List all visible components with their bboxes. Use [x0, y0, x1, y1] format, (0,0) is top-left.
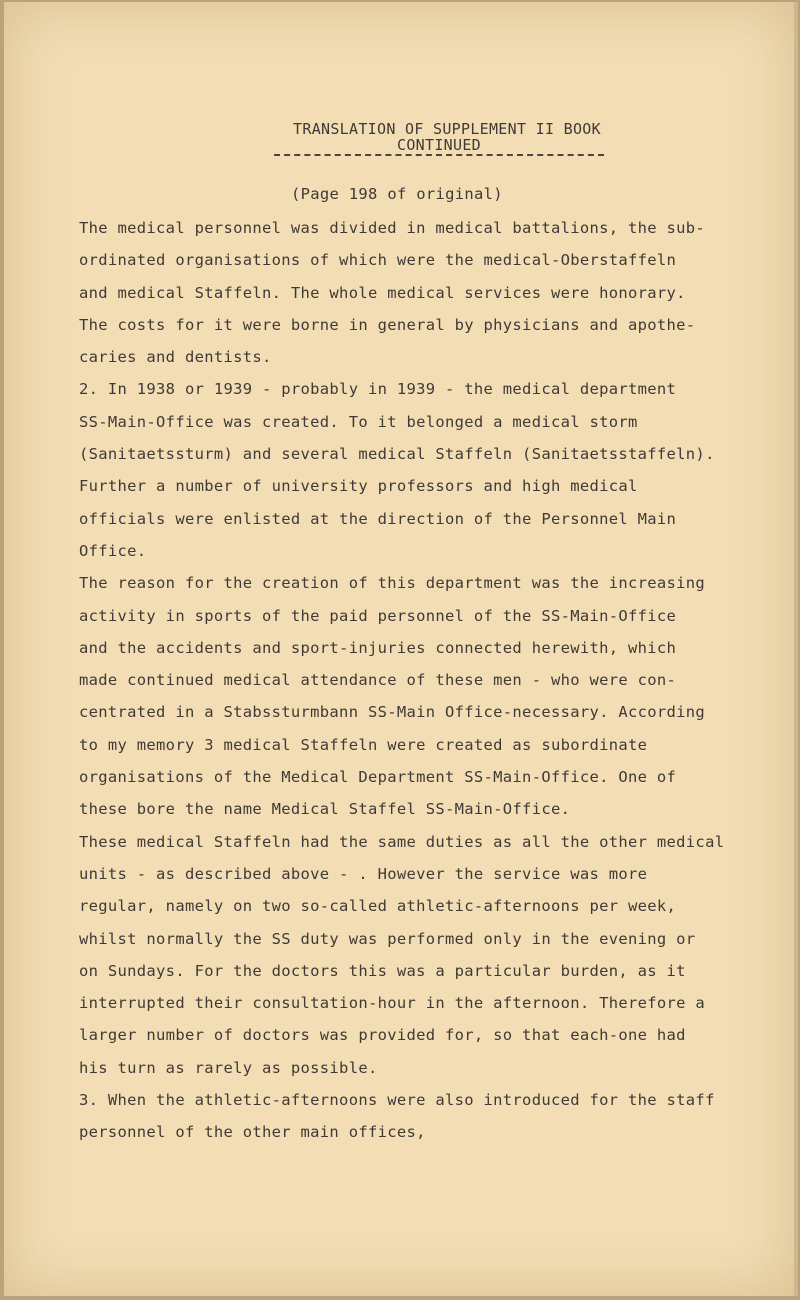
text-line: officials were enlisted at the direction of the Personnel Main [79, 509, 677, 528]
text-line: The costs for it were borne in general by physicians and apothe- [79, 315, 696, 334]
text-line: personnel of the other main offices, [79, 1123, 426, 1142]
text-line: activity in sports of the paid personnel of the SS-Main-Office [79, 606, 677, 625]
text-line: Office. [79, 541, 147, 560]
text-line: larger number of doctors was provided for, so that each-one had [79, 1026, 686, 1045]
text-line: 3. When the athletic-afternoons were also introduced for the staff [79, 1091, 715, 1110]
text-line: and medical Staffeln. The whole medical services were honorary. [79, 283, 686, 302]
text-line: caries and dentists. [79, 348, 272, 367]
text-line: his turn as rarely as possible. [79, 1058, 378, 1077]
text-line: 2. In 1938 or 1939 - probably in 1939 - the medical department [79, 380, 677, 399]
document-title: TRANSLATION OF SUPPLEMENT II BOOK [293, 120, 601, 138]
text-line: centrated in a Stabssturmbann SS-Main Office-necessary. According [79, 703, 706, 722]
text-line: ordinated organisations of which were the medical-Oberstaffeln [79, 251, 677, 270]
text-line: and the accidents and sport-injuries connected herewith, which [79, 638, 677, 657]
text-line: The reason for the creation of this department was the increasing [79, 574, 706, 593]
text-line: regular, namely on two so-called athletic-afternoons per week, [79, 897, 677, 916]
text-line: (Sanitaetssturm) and several medical Staffeln (Sanitaetsstaffeln). [79, 445, 715, 464]
text-line: whilst normally the SS duty was performed only in the evening or [79, 929, 696, 948]
title-underline [274, 154, 604, 156]
text-line: units - as described above - . However the service was more [79, 864, 648, 883]
text-line: organisations of the Medical Department SS-Main-Office. One of [79, 768, 677, 787]
document-subtitle: CONTINUED [397, 136, 481, 154]
text-line: The medical personnel was divided in medical battalions, the sub- [79, 219, 706, 237]
text-line: on Sundays. For the doctors this was a particular burden, as it [79, 961, 686, 980]
page-reference: (Page 198 of original) [291, 185, 503, 203]
text-line: these bore the name Medical Staffel SS-Main-Office. [79, 800, 571, 819]
text-line: interrupted their consultation-hour in the afternoon. Therefore a [79, 994, 706, 1013]
text-line: to my memory 3 medical Staffeln were created as subordinate [79, 735, 648, 754]
text-line: Further a number of university professors and high medical [79, 477, 638, 496]
document-page [4, 2, 798, 1296]
body-text [79, 212, 724, 1149]
text-line: made continued medical attendance of these men - who were con- [79, 671, 677, 690]
text-line: SS-Main-Office was created. To it belonged a medical storm [79, 412, 638, 431]
text-line: These medical Staffeln had the same duties as all the other medical [79, 832, 725, 851]
